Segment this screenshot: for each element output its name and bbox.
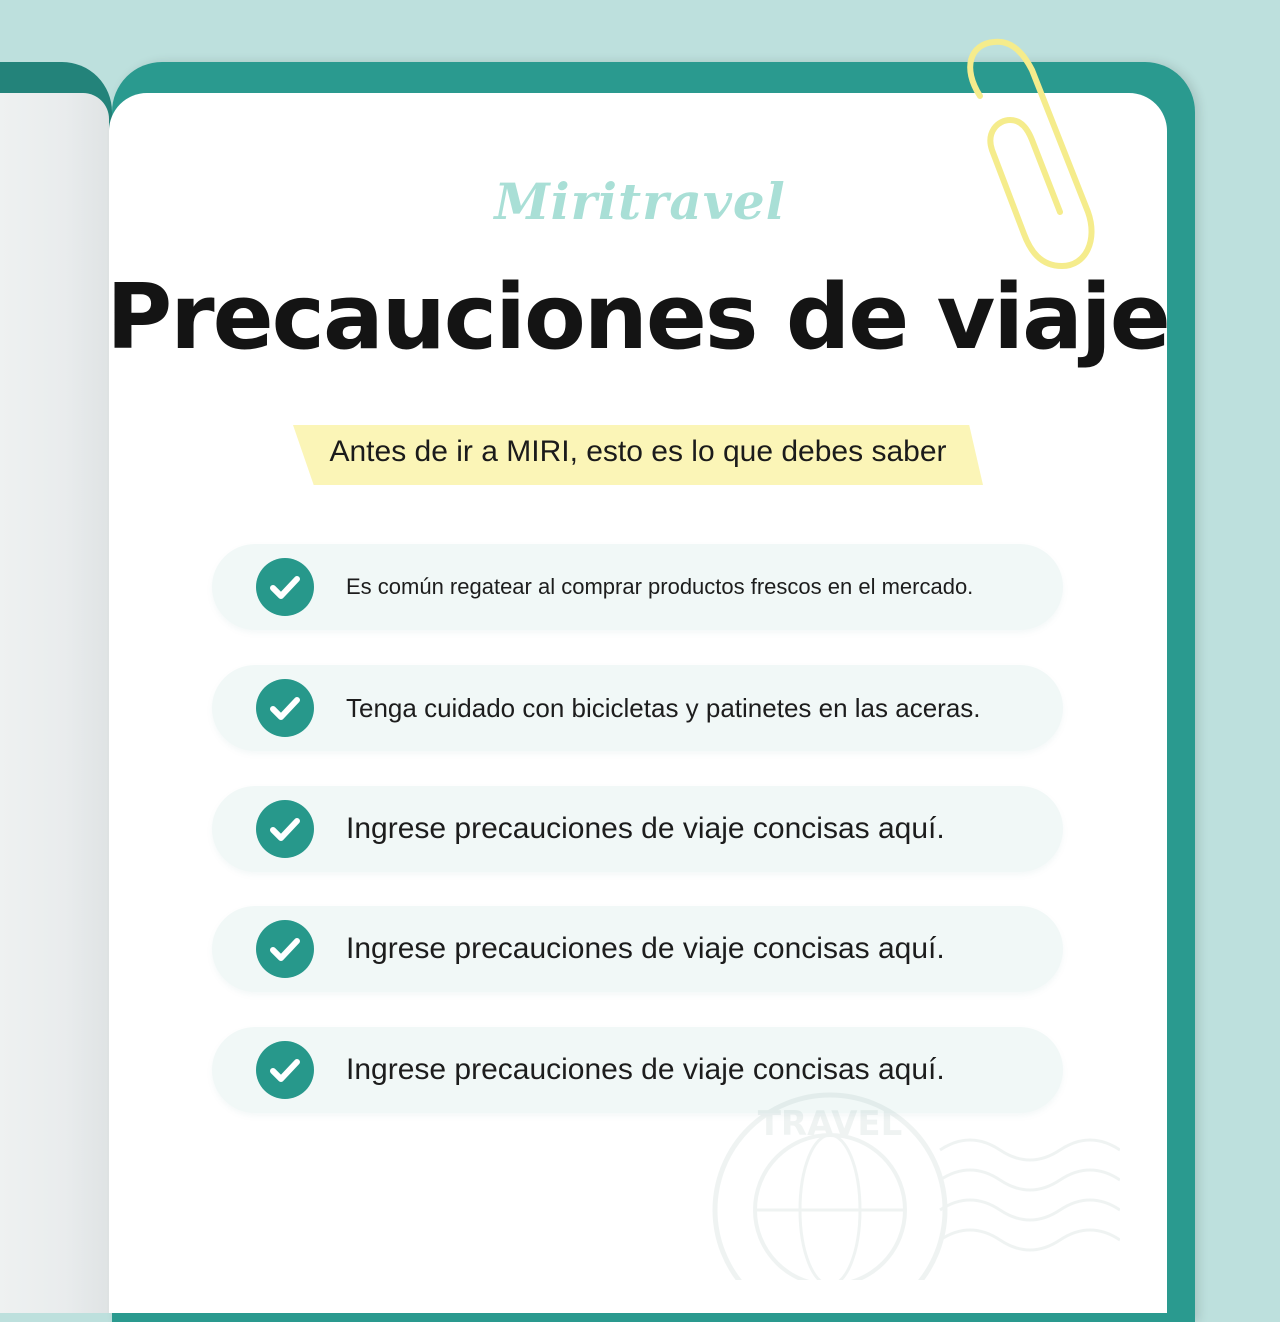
- subtitle: Antes de ir a MIRI, esto es lo que debes saber: [329, 435, 947, 468]
- list-item-text: Ingrese precauciones de viaje concisas aquí.: [346, 812, 945, 845]
- list-item: [212, 906, 1063, 992]
- list-item-text: Ingrese precauciones de viaje concisas aquí.: [346, 932, 945, 965]
- brand-logo: Miritravel: [494, 172, 786, 231]
- page-title: Precauciones de viaje: [106, 265, 1169, 370]
- check-icon: [256, 920, 314, 978]
- list-item: [212, 544, 1063, 630]
- list-item-text: Es común regatear al comprar productos frescos en el mercado.: [346, 574, 974, 599]
- check-icon: [256, 679, 314, 737]
- subtitle-banner: [293, 425, 983, 485]
- list-item: [212, 786, 1063, 872]
- list-item-text: Tenga cuidado con bicicletas y patinetes en las aceras.: [346, 693, 981, 723]
- stamp-text: TRAVEL: [757, 1104, 903, 1144]
- travel-stamp-watermark: [700, 1090, 1120, 1280]
- paperclip-icon: [948, 36, 1098, 276]
- list-item-text: Ingrese precauciones de viaje concisas aquí.: [346, 1053, 945, 1086]
- check-icon: [256, 558, 314, 616]
- check-icon: [256, 1041, 314, 1099]
- check-icon: [256, 800, 314, 858]
- list-item: [212, 665, 1063, 751]
